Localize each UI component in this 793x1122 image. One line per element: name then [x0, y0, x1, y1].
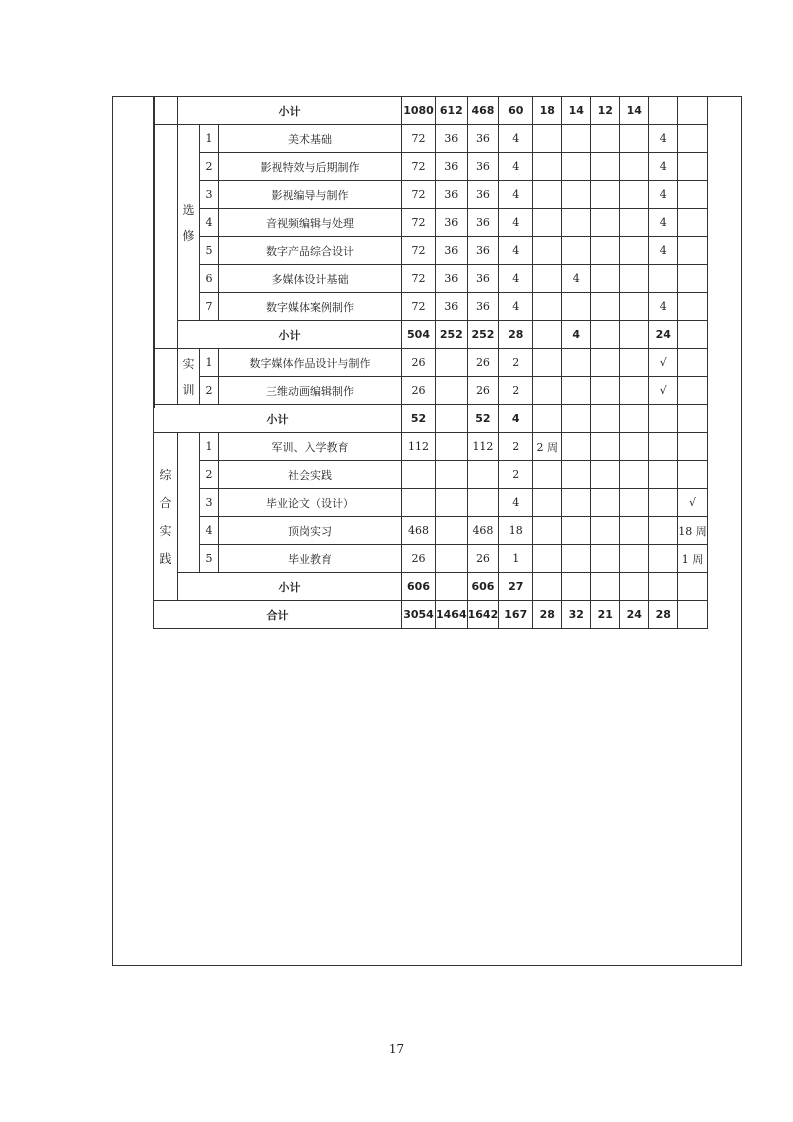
cell-lecture: 36 — [436, 293, 468, 321]
cell-t1 — [533, 293, 562, 321]
subtotal-row-training — [154, 405, 708, 433]
cell-t4 — [620, 461, 649, 489]
cell-credits: 2 — [499, 377, 533, 405]
cell-t3 — [591, 181, 620, 209]
cell-total: 504 — [402, 321, 436, 349]
cell-t5 — [649, 265, 678, 293]
subtotal-row-comprehensive — [154, 573, 708, 601]
group-label-part: 践 — [159, 551, 172, 566]
row-number: 1 — [200, 125, 219, 153]
spanner-cell — [178, 433, 200, 573]
cell-lecture: 36 — [436, 209, 468, 237]
cell-t4 — [620, 293, 649, 321]
cell-t5: 4 — [649, 209, 678, 237]
cell-total: 72 — [402, 237, 436, 265]
cell-credits: 4 — [499, 293, 533, 321]
cell-t2 — [562, 545, 591, 573]
cell-t6 — [678, 181, 708, 209]
left-margin-column — [113, 97, 155, 408]
cell-t6 — [678, 321, 708, 349]
cell-t3 — [591, 153, 620, 181]
cell-t1 — [533, 377, 562, 405]
cell-t2 — [562, 461, 591, 489]
cell-practice: 52 — [467, 405, 499, 433]
group-label-comprehensive — [154, 433, 178, 601]
cell-t4 — [620, 209, 649, 237]
cell-t1: 28 — [533, 601, 562, 629]
cell-t2 — [562, 125, 591, 153]
cell-practice: 36 — [467, 293, 499, 321]
cell-t1 — [533, 545, 562, 573]
cell-practice: 468 — [467, 97, 499, 125]
row-number: 3 — [200, 181, 219, 209]
cell-total: 26 — [402, 377, 436, 405]
cell-practice — [467, 461, 499, 489]
cell-t2: 32 — [562, 601, 591, 629]
cell-t1 — [533, 153, 562, 181]
cell-credits: 27 — [499, 573, 533, 601]
cell-t6 — [678, 377, 708, 405]
cell-t6 — [678, 573, 708, 601]
subtotal-row-elective — [154, 321, 708, 349]
cell-practice: 36 — [467, 125, 499, 153]
table-row — [154, 293, 708, 321]
cell-t6: 18 周 — [678, 517, 708, 545]
group-label-training — [178, 349, 200, 405]
cell-t5 — [649, 517, 678, 545]
cell-t2 — [562, 377, 591, 405]
cell-credits: 2 — [499, 349, 533, 377]
course-name: 数字媒体案例制作 — [219, 293, 402, 321]
cell-lecture — [436, 349, 468, 377]
table-row — [154, 433, 708, 461]
table-row — [154, 489, 708, 517]
row-number: 6 — [200, 265, 219, 293]
cell-t2 — [562, 349, 591, 377]
cell-total — [402, 489, 436, 517]
cell-lecture — [436, 377, 468, 405]
cell-t1 — [533, 125, 562, 153]
group-label-part: 实 — [159, 523, 172, 538]
cell-t5 — [649, 433, 678, 461]
cell-t4 — [620, 349, 649, 377]
spanner-cell — [154, 125, 178, 349]
row-number: 4 — [200, 517, 219, 545]
cell-practice: 252 — [467, 321, 499, 349]
cell-t6 — [678, 601, 708, 629]
cell-lecture: 36 — [436, 125, 468, 153]
cell-t4 — [620, 181, 649, 209]
cell-practice: 36 — [467, 209, 499, 237]
cell-t1 — [533, 517, 562, 545]
curriculum-table — [153, 96, 708, 629]
cell-t5 — [649, 573, 678, 601]
cell-t1: 2 周 — [533, 433, 562, 461]
row-number: 1 — [200, 433, 219, 461]
cell-total: 606 — [402, 573, 436, 601]
cell-t6 — [678, 97, 708, 125]
cell-t5 — [649, 489, 678, 517]
cell-lecture: 612 — [436, 97, 468, 125]
cell-t5 — [649, 461, 678, 489]
cell-t5: 24 — [649, 321, 678, 349]
cell-t6 — [678, 237, 708, 265]
subtotal-row-core — [154, 97, 708, 125]
row-number: 2 — [200, 461, 219, 489]
cell-t5: √ — [649, 377, 678, 405]
table-row — [154, 181, 708, 209]
cell-t4 — [620, 405, 649, 433]
cell-t3: 12 — [591, 97, 620, 125]
cell-credits: 167 — [499, 601, 533, 629]
cell-t3 — [591, 433, 620, 461]
table-row — [154, 153, 708, 181]
cell-t5 — [649, 405, 678, 433]
cell-t3 — [591, 573, 620, 601]
course-name: 多媒体设计基础 — [219, 265, 402, 293]
cell-practice: 26 — [467, 377, 499, 405]
cell-total: 72 — [402, 125, 436, 153]
cell-t3 — [591, 517, 620, 545]
cell-t5 — [649, 97, 678, 125]
course-name: 顶岗实习 — [219, 517, 402, 545]
cell-credits: 4 — [499, 265, 533, 293]
cell-t3 — [591, 209, 620, 237]
grand-total-label: 合计 — [154, 601, 402, 629]
course-name: 影视编导与制作 — [219, 181, 402, 209]
cell-practice: 26 — [467, 545, 499, 573]
cell-practice: 468 — [467, 517, 499, 545]
cell-t6 — [678, 433, 708, 461]
cell-t1 — [533, 489, 562, 517]
cell-t1 — [533, 265, 562, 293]
table-row — [154, 545, 708, 573]
group-label-part: 合 — [159, 495, 172, 510]
cell-t3 — [591, 405, 620, 433]
subtotal-label: 小计 — [178, 321, 402, 349]
cell-credits: 4 — [499, 153, 533, 181]
cell-practice: 1642 — [467, 601, 499, 629]
cell-t4 — [620, 265, 649, 293]
cell-t6 — [678, 461, 708, 489]
cell-t6 — [678, 349, 708, 377]
cell-lecture — [436, 489, 468, 517]
cell-t6 — [678, 265, 708, 293]
cell-t1 — [533, 405, 562, 433]
row-number: 2 — [200, 153, 219, 181]
cell-t2 — [562, 573, 591, 601]
grand-total-row — [154, 601, 708, 629]
cell-t1 — [533, 321, 562, 349]
cell-credits: 4 — [499, 237, 533, 265]
cell-t4 — [620, 377, 649, 405]
cell-credits: 4 — [499, 405, 533, 433]
course-name: 毕业论文（设计） — [219, 489, 402, 517]
table-row — [154, 517, 708, 545]
cell-practice: 36 — [467, 153, 499, 181]
cell-t2 — [562, 153, 591, 181]
cell-credits: 4 — [499, 209, 533, 237]
cell-credits: 4 — [499, 125, 533, 153]
cell-t3 — [591, 489, 620, 517]
row-number: 5 — [200, 545, 219, 573]
row-number: 5 — [200, 237, 219, 265]
cell-t1 — [533, 237, 562, 265]
cell-lecture: 36 — [436, 181, 468, 209]
cell-t6: √ — [678, 489, 708, 517]
cell-lecture — [436, 517, 468, 545]
cell-t3 — [591, 265, 620, 293]
cell-t6: 1 周 — [678, 545, 708, 573]
cell-total: 26 — [402, 545, 436, 573]
cell-t4 — [620, 545, 649, 573]
cell-lecture: 36 — [436, 265, 468, 293]
group-label-part: 综 — [159, 467, 172, 482]
cell-t4: 14 — [620, 97, 649, 125]
cell-credits: 4 — [499, 489, 533, 517]
subtotal-label: 小计 — [178, 97, 402, 125]
cell-t2 — [562, 489, 591, 517]
cell-total: 72 — [402, 293, 436, 321]
cell-total: 1080 — [402, 97, 436, 125]
page-number: 17 — [388, 1042, 405, 1056]
cell-t3 — [591, 349, 620, 377]
cell-t1 — [533, 181, 562, 209]
cell-t4 — [620, 573, 649, 601]
cell-t6 — [678, 405, 708, 433]
cell-t4 — [620, 153, 649, 181]
table-row — [154, 349, 708, 377]
cell-t1 — [533, 209, 562, 237]
spanner-cell — [154, 97, 178, 125]
course-name: 影视特效与后期制作 — [219, 153, 402, 181]
cell-t2 — [562, 433, 591, 461]
cell-t5: √ — [649, 349, 678, 377]
spanner-cell — [154, 349, 178, 405]
course-name: 毕业教育 — [219, 545, 402, 573]
row-number: 1 — [200, 349, 219, 377]
cell-practice: 606 — [467, 573, 499, 601]
cell-total: 112 — [402, 433, 436, 461]
cell-practice: 112 — [467, 433, 499, 461]
cell-practice: 36 — [467, 237, 499, 265]
cell-t1: 18 — [533, 97, 562, 125]
cell-total — [402, 461, 436, 489]
table-row — [154, 209, 708, 237]
course-name: 三维动画编辑制作 — [219, 377, 402, 405]
cell-t1 — [533, 461, 562, 489]
cell-t3 — [591, 237, 620, 265]
row-number: 2 — [200, 377, 219, 405]
cell-t1 — [533, 573, 562, 601]
table-row — [154, 125, 708, 153]
cell-t5 — [649, 545, 678, 573]
cell-t3 — [591, 545, 620, 573]
course-name: 数字产品综合设计 — [219, 237, 402, 265]
cell-t3 — [591, 321, 620, 349]
cell-t5: 4 — [649, 125, 678, 153]
table-row — [154, 265, 708, 293]
cell-t6 — [678, 153, 708, 181]
cell-t2 — [562, 209, 591, 237]
cell-lecture — [436, 405, 468, 433]
cell-t2: 4 — [562, 265, 591, 293]
cell-lecture — [436, 573, 468, 601]
cell-lecture: 252 — [436, 321, 468, 349]
cell-t2 — [562, 181, 591, 209]
cell-t2 — [562, 237, 591, 265]
group-label-part: 实 — [182, 356, 195, 371]
row-number: 3 — [200, 489, 219, 517]
subtotal-label: 小计 — [154, 405, 402, 433]
cell-practice — [467, 489, 499, 517]
cell-credits: 2 — [499, 461, 533, 489]
row-number: 4 — [200, 209, 219, 237]
course-name: 音视频编辑与处理 — [219, 209, 402, 237]
course-name: 美术基础 — [219, 125, 402, 153]
cell-total: 72 — [402, 181, 436, 209]
table-row — [154, 377, 708, 405]
cell-credits: 28 — [499, 321, 533, 349]
cell-total: 468 — [402, 517, 436, 545]
cell-total: 72 — [402, 265, 436, 293]
cell-t6 — [678, 293, 708, 321]
course-name: 军训、入学教育 — [219, 433, 402, 461]
cell-t1 — [533, 349, 562, 377]
cell-credits: 60 — [499, 97, 533, 125]
cell-t5: 4 — [649, 153, 678, 181]
cell-total: 52 — [402, 405, 436, 433]
cell-credits: 1 — [499, 545, 533, 573]
cell-t4 — [620, 237, 649, 265]
cell-t6 — [678, 125, 708, 153]
subtotal-label: 小计 — [178, 573, 402, 601]
cell-practice: 36 — [467, 265, 499, 293]
course-name: 社会实践 — [219, 461, 402, 489]
cell-t4 — [620, 321, 649, 349]
cell-t4 — [620, 125, 649, 153]
cell-lecture: 36 — [436, 153, 468, 181]
cell-credits: 4 — [499, 181, 533, 209]
cell-t3 — [591, 377, 620, 405]
course-name: 数字媒体作品设计与制作 — [219, 349, 402, 377]
cell-practice: 26 — [467, 349, 499, 377]
cell-credits: 18 — [499, 517, 533, 545]
cell-lecture — [436, 461, 468, 489]
cell-t2 — [562, 517, 591, 545]
cell-total: 72 — [402, 153, 436, 181]
cell-t5: 4 — [649, 237, 678, 265]
cell-t4 — [620, 489, 649, 517]
cell-total: 26 — [402, 349, 436, 377]
row-number: 7 — [200, 293, 219, 321]
cell-lecture — [436, 433, 468, 461]
cell-t2 — [562, 405, 591, 433]
cell-credits: 2 — [499, 433, 533, 461]
table-row — [154, 461, 708, 489]
cell-t2: 14 — [562, 97, 591, 125]
group-label-part: 训 — [182, 382, 195, 397]
cell-t6 — [678, 209, 708, 237]
cell-lecture — [436, 545, 468, 573]
cell-t3 — [591, 125, 620, 153]
cell-total: 3054 — [402, 601, 436, 629]
cell-t5: 4 — [649, 181, 678, 209]
cell-t3 — [591, 461, 620, 489]
table-row — [154, 237, 708, 265]
cell-practice: 36 — [467, 181, 499, 209]
cell-t5: 28 — [649, 601, 678, 629]
cell-lecture: 36 — [436, 237, 468, 265]
cell-lecture: 1464 — [436, 601, 468, 629]
cell-t4 — [620, 433, 649, 461]
cell-t3: 21 — [591, 601, 620, 629]
group-label-elective — [178, 125, 200, 321]
cell-t5: 4 — [649, 293, 678, 321]
cell-t3 — [591, 293, 620, 321]
cell-total: 72 — [402, 209, 436, 237]
group-label-part: 修 — [182, 228, 195, 243]
cell-t2: 4 — [562, 321, 591, 349]
cell-t4: 24 — [620, 601, 649, 629]
group-label-part: 选 — [182, 202, 195, 217]
cell-t4 — [620, 517, 649, 545]
cell-t2 — [562, 293, 591, 321]
